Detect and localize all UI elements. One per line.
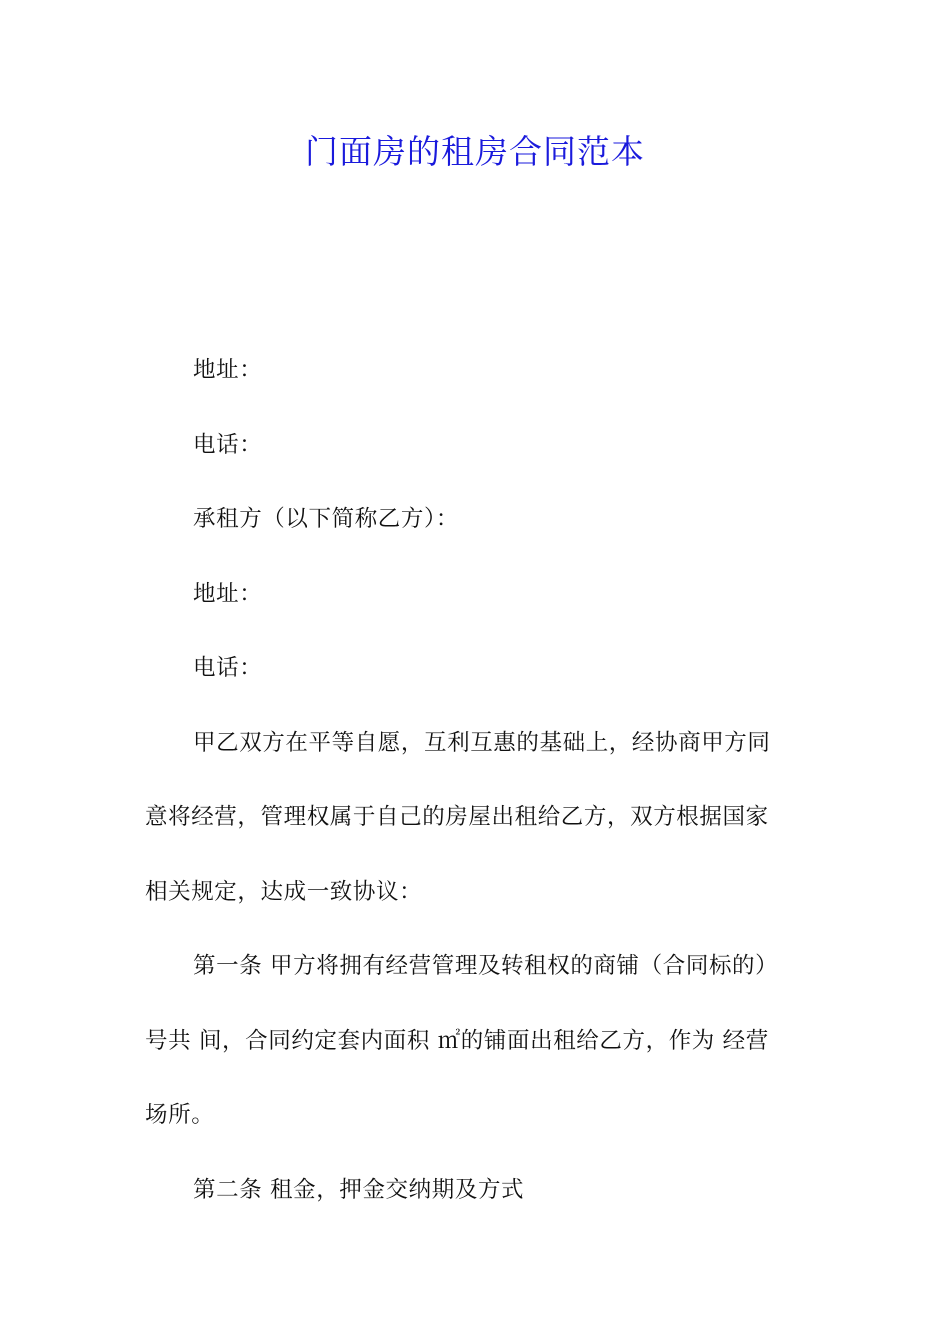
intro-line-3: 相关规定，达成一致协议：	[145, 878, 423, 905]
intro-line-2: 意将经营，管理权属于自己的房屋出租给乙方，双方根据国家	[145, 804, 769, 830]
lessee-address-line: 地址：	[193, 580, 263, 607]
article-1-line-1: 第一条 甲方将拥有经营管理及转租权的商铺（合同标的）	[193, 953, 779, 979]
article-2-heading: 第二条 租金，押金交纳期及方式	[193, 1176, 525, 1203]
article-1-line-2: 号共 间，合同约定套内面积 ㎡的铺面出租给乙方，作为 经营	[145, 1027, 769, 1054]
intro-paragraph	[145, 706, 807, 930]
document-title: 门面房的租房合同范本	[305, 132, 645, 171]
article-1-line-3: 场所。	[145, 1102, 215, 1128]
lessee-phone-line: 电话：	[193, 655, 263, 681]
landlord-address-line: 地址：	[193, 357, 263, 383]
article-1-paragraph	[145, 929, 807, 1153]
landlord-phone-line: 电话：	[193, 431, 263, 458]
intro-line-1: 甲乙双方在平等自愿，互利互惠的基础上，经协商甲方同	[193, 729, 771, 756]
document-body	[145, 333, 807, 1227]
lessee-line: 承租方（以下简称乙方）：	[193, 506, 459, 532]
